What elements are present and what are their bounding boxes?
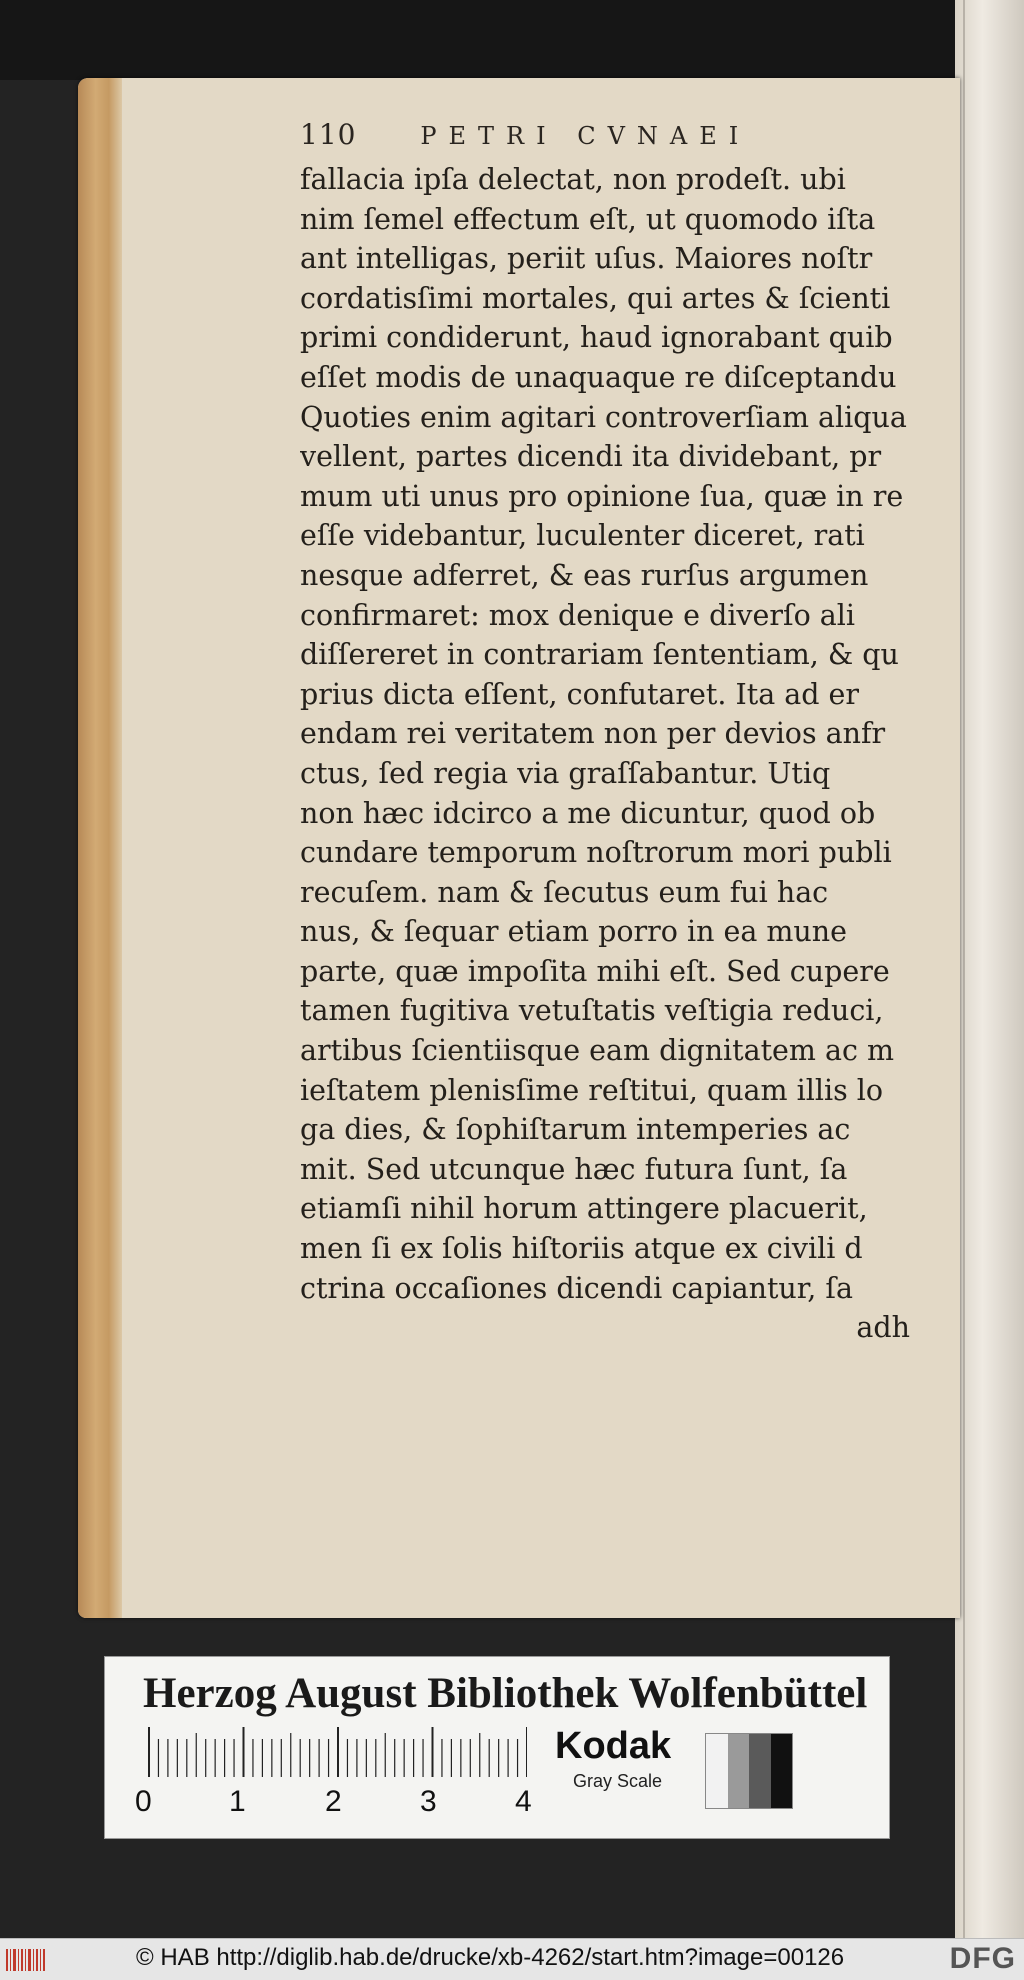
page-fore-edge	[78, 78, 122, 1618]
text-line: ant intelligas, periit uſus. Maiores noſtr	[300, 242, 873, 276]
scan-background	[0, 0, 1024, 80]
swatch-black	[771, 1734, 793, 1808]
text-line: recuſem. nam & ſecutus eum fui hac	[300, 875, 829, 909]
text-line: primi condiderunt, haud ignorabant quib	[300, 321, 893, 355]
gray-scale-label: Gray Scale	[573, 1771, 663, 1791]
swatch-gray	[728, 1734, 750, 1808]
library-name: Herzog August Bibliothek Wolfenbüttel	[143, 1670, 868, 1717]
ruler-number: 3	[420, 1785, 437, 1818]
swatch-dark-gray	[749, 1734, 771, 1808]
ruler-number: 1	[229, 1785, 246, 1818]
text-line: Quoties enim agitari controverſiam aliqua	[300, 400, 907, 434]
text-line: ctus, ſed regia via graſſabantur. Utiq	[300, 756, 831, 790]
ruler-number: 4	[515, 1785, 532, 1818]
ruler-number: 2	[325, 1785, 342, 1818]
text-line: parte, quæ impoſita mihi eſt. Sed cupere	[300, 954, 890, 988]
text-line: diſſereret in contrariam ſententiam, & qu	[300, 638, 899, 672]
gutter-line	[963, 0, 965, 1938]
text-line: eſſet modis de unaquaque re diſceptandu	[300, 360, 897, 394]
swatch-white	[706, 1734, 728, 1808]
text-line: mit. Sed utcunque hæc futura ſunt, ſa	[300, 1152, 848, 1186]
text-line: nus, & ſequar etiam porro in ea mune	[300, 915, 847, 949]
text-line: eſſe videbantur, luculenter diceret, rati	[300, 519, 865, 553]
text-line: nesque adferret, & eas rurſus argumen	[300, 558, 869, 592]
source-link[interactable]: © HAB http://diglib.hab.de/drucke/xb-4262/start.htm?image=00126	[136, 1944, 845, 1971]
text-line: fallacia ipſa delectat, non prodeſt. ubi	[300, 163, 846, 196]
text-line: men ſi ex ſolis hiſtoriis atque ex civili d	[300, 1232, 863, 1266]
text-line: ctrina occaſiones dicendi capiantur, ſa	[300, 1271, 853, 1305]
gray-swatch	[705, 1733, 793, 1809]
ruler-number: 0	[135, 1785, 152, 1818]
color-reference-card	[104, 1656, 890, 1839]
text-line: vellent, partes dicendi ita dividebant, pr	[300, 440, 882, 474]
facing-page-edge	[955, 0, 1024, 1938]
catchword: adh	[856, 1311, 910, 1345]
viewer-footer	[0, 1938, 1024, 1980]
text-line: non hæc idcirco a me dicuntur, quod ob	[300, 796, 876, 830]
text-line: endam rei veritatem non per devios anfr	[300, 717, 886, 751]
text-line: prius dicta eſſent, confutaret. Ita ad er	[300, 677, 860, 711]
text-line: ga dies, & ſophiſtarum intemperies ac	[300, 1113, 851, 1147]
text-line: confirmaret: mox denique e diverſo ali	[300, 598, 856, 632]
kodak-logo: Kodak	[555, 1725, 672, 1767]
dfg-logo: DFG	[949, 1942, 1016, 1975]
running-head: PETRI CVNAEI	[420, 122, 751, 150]
page-header	[300, 118, 750, 151]
text-line: mum uti unus pro opinione ſua, quæ in re	[300, 479, 904, 513]
text-block	[300, 160, 960, 1348]
text-line: tamen fugitiva vetuſtatis veſtigia reduci,	[300, 994, 884, 1028]
text-line: cundare temporum noſtrorum mori publi	[300, 836, 892, 870]
ruler-numbers	[135, 1785, 535, 1821]
scale-ruler	[147, 1727, 527, 1777]
text-line: artibus ſcientiisque eam dignitatem ac m	[300, 1034, 895, 1068]
text-line: cordatisſimi mortales, qui artes & ſcienti	[300, 281, 891, 315]
text-line: etiamſi nihil horum attingere placuerit,	[300, 1192, 868, 1226]
text-line: ieſtatem plenisſime reſtitui, quam illis lo	[300, 1073, 884, 1107]
text-line: nim ſemel effectum eſt, ut quomodo iſta	[300, 202, 876, 236]
barcode-icon	[4, 1945, 48, 1975]
folio-number: 110	[300, 118, 357, 151]
